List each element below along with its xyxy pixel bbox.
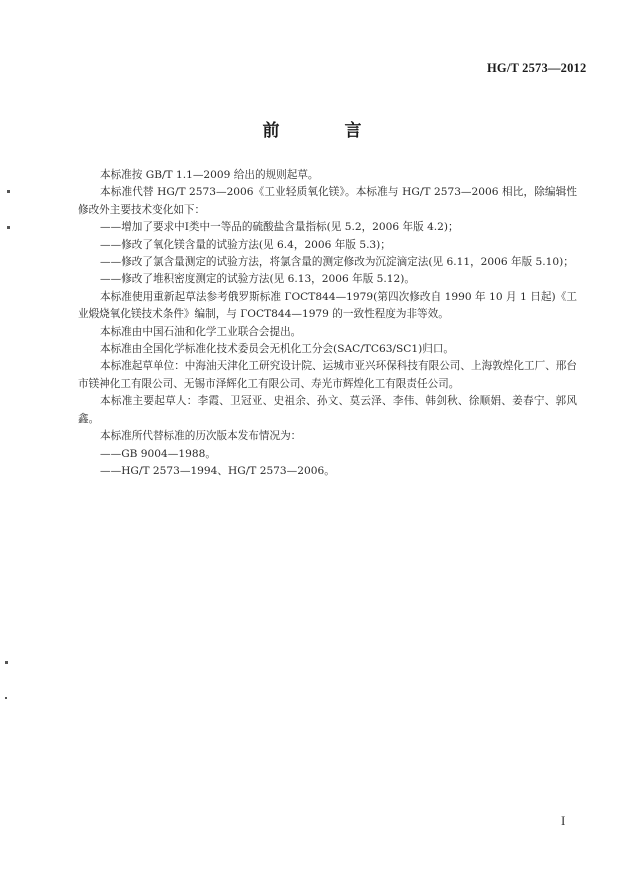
page-number: I <box>561 813 566 828</box>
history-item-hgt: ——HG/T 2573—1994、HG/T 2573—2006。 <box>100 464 335 477</box>
scan-speck <box>5 661 8 664</box>
change-item-bulk-density: ——修改了堆积密度测定的试验方法(见 6.13，2006 年版 5.12)。 <box>100 273 415 286</box>
page-title: 前 言 <box>262 121 386 141</box>
paragraph-reference-standard: 本标准使用重新起草法参考俄罗斯标准 ГОСТ844—1979(第四次修改自 1990 年 10 月 1 日起)《工业煅烧氧化镁技术条件》编制，与 ГОСТ844—1979 的一致性程度为非等效。 <box>78 290 577 321</box>
paragraph-drafters: 本标准主要起草人：李霞、卫冠亚、史祖余、孙文、莫云泽、李伟、韩剑秋、徐顺娟、姜春宁、郭风鑫。 <box>78 395 577 425</box>
standard-code: HG/T 2573—2012 <box>487 61 587 75</box>
scan-speck <box>5 697 7 699</box>
scan-speck <box>7 226 10 229</box>
paragraph-administered-by: 本标准由全国化学标准化技术委员会无机化工分会(SAC/TC63/SC1)归口。 <box>100 343 455 356</box>
paragraph-proposed-by: 本标准由中国石油和化学工业联合会提出。 <box>100 325 302 338</box>
scan-speck <box>7 190 10 193</box>
change-item-sulfate: ——增加了要求中Ⅰ类中一等品的硫酸盐含量指标(见 5.2，2006 年版 4.2)； <box>100 221 459 234</box>
paragraph-drafting-units: 本标准起草单位：中海油天津化工研究设计院、运城市亚兴环保科技有限公司、上海敦煌化工厂、邢台市镁神化工有限公司、无锡市泽辉化工有限公司、寿光市辉煌化工有限责任公司。 <box>78 360 577 390</box>
change-item-chloride-method: ——修改了氯含量测定的试验方法，将氯含量的测定修改为沉淀滴定法(见 6.11，2006 年版 5.10)； <box>100 256 574 269</box>
paragraph-history-intro: 本标准所代替标准的历次版本发布情况为： <box>100 430 302 443</box>
change-item-mgo-method: ——修改了氧化镁含量的试验方法(见 6.4，2006 年版 5.3)； <box>100 238 391 251</box>
document-body <box>78 167 577 480</box>
paragraph-drafting-rules: 本标准按 GB/T 1.1—2009 给出的规则起草。 <box>100 169 319 181</box>
history-item-gb: ——GB 9004—1988。 <box>100 447 216 460</box>
paragraph-replaces: 本标准代替 HG/T 2573—2006《工业轻质氧化镁》。本标准与 HG/T 2573—2006 相比，除编辑性修改外主要技术变化如下： <box>78 186 577 216</box>
